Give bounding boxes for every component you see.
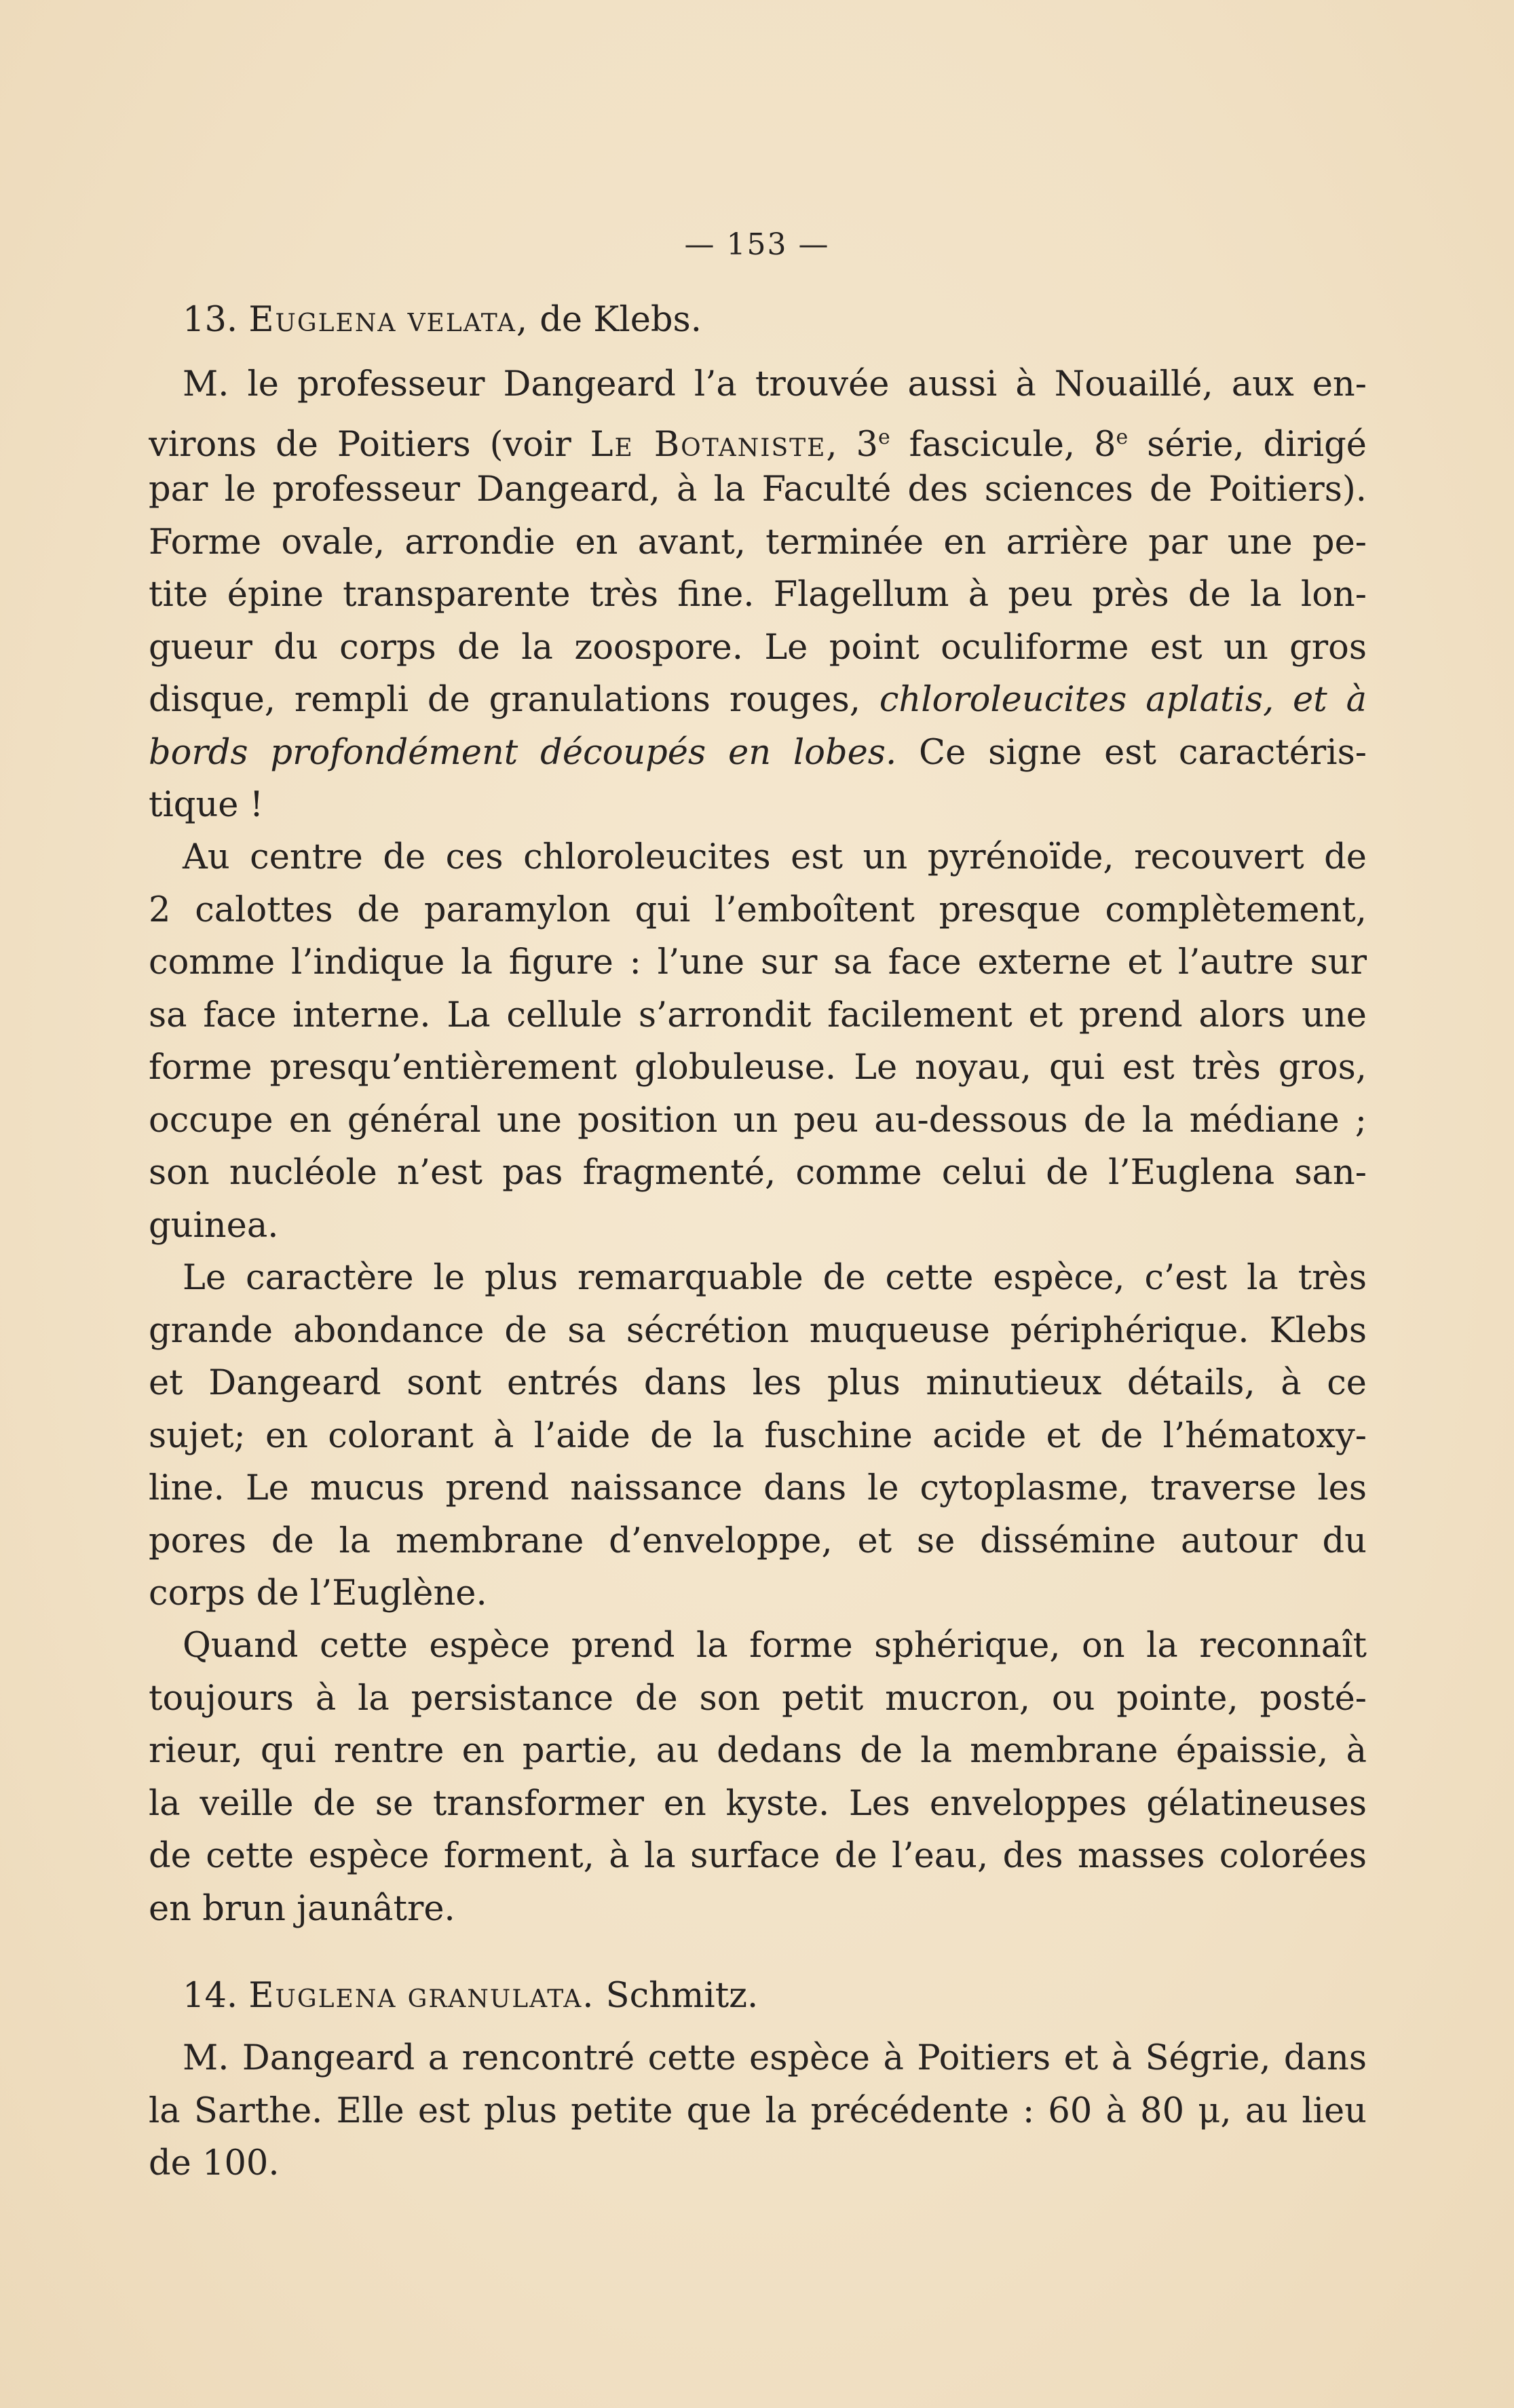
text-line: tique ! [149, 785, 264, 825]
genus-name: Euglena [248, 1976, 397, 2016]
text-line: de 100. [149, 2143, 280, 2183]
text-line: Au centre de ces chloroleucites est un pyrénoïde, recouvert de [183, 837, 1367, 877]
text-line: corps de l’Euglène. [149, 1573, 487, 1613]
text-line: grande abondance de sa sécrétion muqueuse périphérique. Klebs [149, 1310, 1367, 1351]
text-line: tite épine transparente très fine. Flagellum à peu près de la lon- [149, 575, 1367, 615]
paragraph [149, 831, 1367, 1252]
italic-text: chloroleucites aplatis, et à [879, 680, 1367, 720]
text-line: Forme ovale, arrondie en avant, terminée en arrière par une pe- [149, 522, 1367, 562]
text-line: la veille de se transformer en kyste. Les enveloppes gélatineuses [149, 1783, 1367, 1824]
text-line: Quand cette espèce prend la forme sphérique, on la reconnaît [183, 1626, 1367, 1666]
text-line: pores de la membrane d’enveloppe, et se dissémine autour du [149, 1521, 1367, 1561]
text-line: disque, rempli de granulations rouges, chloroleucites aplatis, et à [149, 680, 1367, 720]
micron-symbol: μ [1198, 2090, 1221, 2131]
section-heading [149, 294, 1367, 347]
species-name: granulata. [407, 1976, 595, 2016]
text-line: la Sarthe. Elle est plus petite que la précédente : 60 à 80 μ, au lieu [149, 2090, 1367, 2131]
text-line: sa face interne. La cellule s’arrondit facilement et prend alors une [149, 995, 1367, 1035]
text-line: M. Dangeard a rencontré cette espèce à Poitiers et à Ségrie, dans [183, 2038, 1367, 2078]
text-line: M. le professeur Dangeard l’a trouvée aussi à Nouaillé, aux en- [183, 364, 1367, 404]
text-line: et Dangeard sont entrés dans les plus minutieux détails, à ce [149, 1363, 1367, 1403]
text-line: forme presqu’entièrement globuleuse. Le noyau, qui est très gros, [149, 1048, 1367, 1088]
text-line: Le caractère le plus remarquable de cette espèce, c’est la très [183, 1258, 1367, 1298]
text-line: rieur, qui rentre en partie, au dedans de la membrane épaissie, à [149, 1731, 1367, 1771]
paragraph [149, 1252, 1367, 1620]
text-line: 2 calottes de paramylon qui l’emboîtent presque complètement, [149, 890, 1367, 930]
text-line: sujet; en colorant à l’aide de la fuschine acide et de l’hématoxy- [149, 1415, 1367, 1456]
text-line: gueur du corps de la zoospore. Le point oculiforme est un gros [149, 627, 1367, 668]
text-line: en brun jaunâtre. [149, 1888, 455, 1929]
text-line: virons de Poitiers (voir Le Botaniste, 3e fascicule, 8e série, dirigé [149, 424, 1367, 463]
text-line: de cette espèce forment, à la surface de l’eau, des masses colorées [149, 1836, 1367, 1876]
text-line: comme l’indique la figure : l’une sur sa face externe et l’autre sur [149, 942, 1367, 982]
paragraph [149, 1620, 1367, 1935]
section-number: 13. [183, 300, 238, 340]
italic-text: bords profondément découpés en lobes. [149, 732, 897, 773]
genus-name: Euglena [248, 300, 397, 340]
species-name: velata, [407, 300, 529, 340]
section-heading [149, 1970, 1367, 2023]
text-line: guinea. [149, 1205, 279, 1246]
paragraph [149, 2032, 1367, 2190]
author-name: Schmitz. [605, 1976, 759, 2016]
text-line: par le professeur Dangeard, à la Faculté des sciences de Poitiers). [149, 470, 1367, 510]
page-number: — 153 — [684, 227, 830, 262]
text-line: occupe en général une position un peu au-dessous de la médiane ; [149, 1100, 1367, 1141]
text-line: son nucléole n’est pas fragmenté, comme celui de l’Euglena san- [149, 1153, 1367, 1193]
journal-title: Le Botaniste [590, 424, 827, 463]
paragraph [149, 358, 1367, 832]
text-line: line. Le mucus prend naissance dans le cytoplasme, traverse les [149, 1468, 1367, 1508]
author-name: de Klebs. [540, 300, 702, 340]
section-number: 14. [183, 1976, 238, 2016]
text-line: toujours à la persistance de son petit mucron, ou pointe, posté- [149, 1678, 1367, 1719]
text-line: bords profondément découpés en lobes. Ce signe est caractéris- [149, 732, 1367, 773]
